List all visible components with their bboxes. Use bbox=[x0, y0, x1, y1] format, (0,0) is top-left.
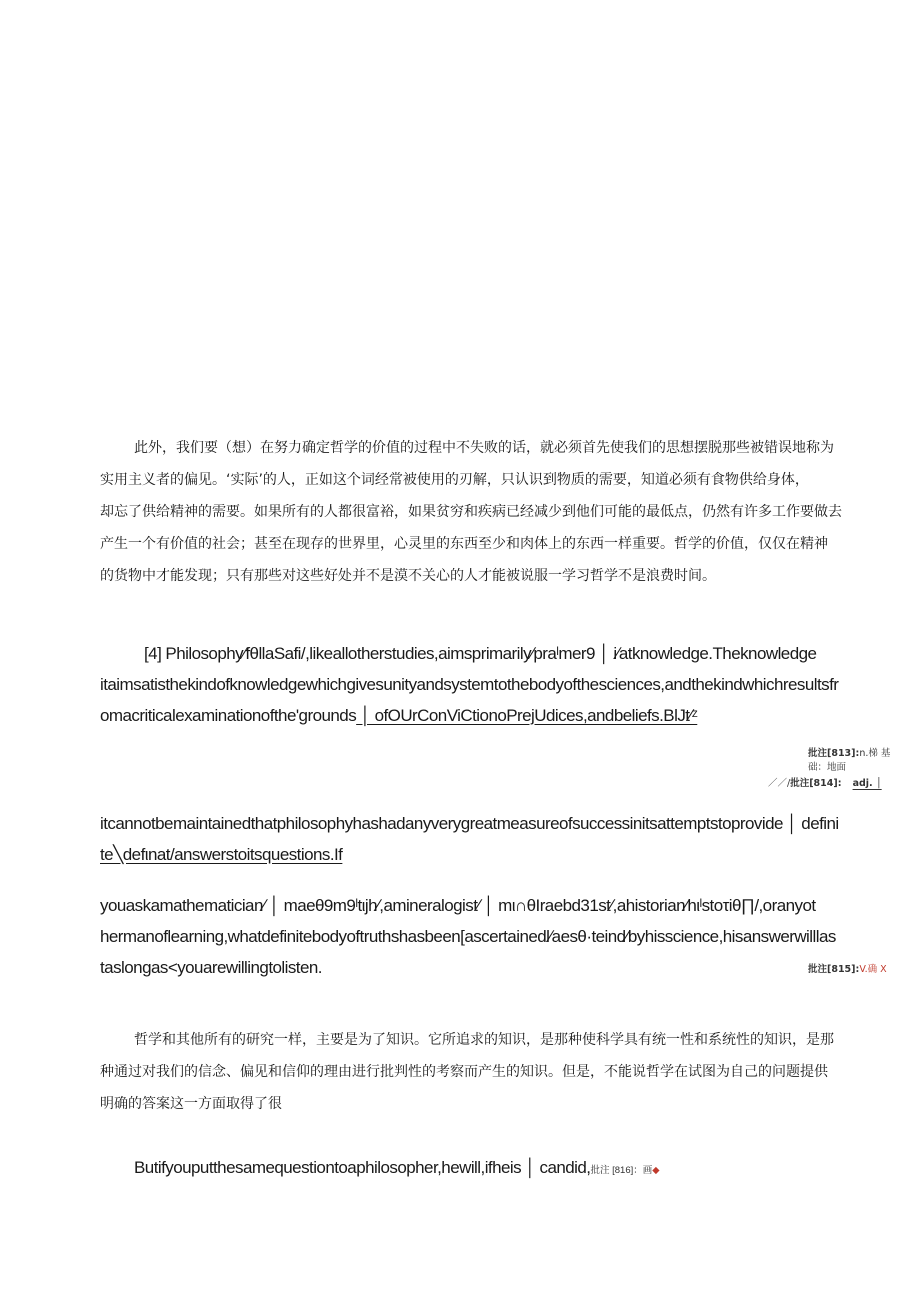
english-paragraph-4 bbox=[100, 638, 912, 731]
text-line: itaimsatisthekindofknowledgewhichgivesunityandsystemtothebodyofthesciences,andthekindwhichresultsfr bbox=[100, 675, 839, 694]
annotation-816 bbox=[590, 1165, 659, 1176]
text-segment: Butifyouputthesamequestiontoaphilosopher,hewill,ifheis │ candid, bbox=[134, 1158, 591, 1177]
text-line: 实用主义者的偏见。‘实际’的人，正如这个词经常被使用的刃解，只认识到物质的需要，知道必须有食物供给身体， bbox=[100, 472, 809, 488]
annotation-label: 批注[815]: bbox=[808, 964, 860, 975]
text-line: taslongas<youarewillingtolisten. bbox=[100, 958, 322, 977]
underlined-phrase: te╲defιnat/answerstoitsquestions.If bbox=[100, 845, 343, 864]
english-paragraph-last bbox=[100, 1152, 912, 1186]
english-paragraph-question bbox=[100, 890, 912, 983]
text-line: itcannotbemaintainedthatphilosophyhashadanyverygreatmeasureofsuccessinitsattemptstoprovide │ defini bbox=[100, 814, 839, 833]
annotation-label: 批注[814]: bbox=[790, 778, 842, 789]
text-line: 明确的答案这一方面取得了很 bbox=[100, 1096, 282, 1112]
annotation-813 bbox=[808, 747, 890, 775]
text-line: 产生一个有价值的社会；甚至在现存的世界里，心灵里的东西至少和肉体上的东西一样重要。哲学的价值，仅仅在精神 bbox=[100, 536, 828, 552]
chinese-paragraph-2 bbox=[100, 1024, 912, 1120]
underlined-phrase: │ ofOUrConViCtionoPrejUdices,andbeliefs.BlJt∕ᶻ bbox=[356, 706, 698, 725]
text-line: 哲学和其他所有的研究一样，主要是为了知识。它所追求的知识，是那种使科学具有统一性和系统性的知识，是那 bbox=[134, 1032, 834, 1048]
text-line: youaskamathematician∕ │ maeθ9m9ˡtιjh∕,amineralogist∕ │ mι∩θIraebd31st∕,ahistorian∕hιˡstoτiθ∏/,oranyot bbox=[100, 896, 816, 915]
annotation-text: adj. │ bbox=[852, 778, 882, 789]
annotation-line bbox=[808, 747, 890, 761]
text-line: 却忘了供给精神的需要。如果所有的人都很富裕，如果贫穷和疾病已经减少到他们可能的最低点，仍然有许多工作要做去 bbox=[100, 504, 842, 520]
text-line: 的货物中才能发现；只有那些对这些好处并不是漠不关心的人才能被说服一学习哲学不是浪费时间。 bbox=[100, 568, 716, 584]
text-line: [4] Philosophy∕fθllaSafi/,likeallotherstudies,aimsprimarily∕praˡmer9 │ i∕atknowledge.Theknowledge bbox=[144, 644, 817, 663]
text-line bbox=[100, 1152, 912, 1186]
annotation-connector: ／／∕ bbox=[768, 778, 791, 789]
annotation-text: [816]：画 bbox=[612, 1165, 653, 1176]
annotation-label: 批注[813]: bbox=[808, 748, 860, 759]
text-line: 种通过对我们的信念、偏见和信仰的理由进行批判性的考察而产生的知识。但是，不能说哲学在试图为自己的问题提供 bbox=[100, 1064, 828, 1080]
english-paragraph-continuation bbox=[100, 808, 912, 870]
text-line: hermanoflearning,whatdefinitebodyoftruthshasbeen[ascertainedl∕aesθ·teind∕byhisscience,hisanswerwilllas bbox=[100, 927, 836, 946]
annotation-814 bbox=[768, 777, 882, 791]
chinese-paragraph-1 bbox=[100, 432, 912, 592]
annotation-line bbox=[808, 761, 890, 775]
annotation-text: 础：地面 bbox=[808, 762, 847, 773]
text-line: 此外，我们要（想）在努力确定哲学的价值的过程中不失败的话，就必须首先使我们的思想摆脱那些被错误地称为 bbox=[134, 440, 834, 456]
text-line bbox=[100, 700, 912, 731]
text-segment: omacriticalexaminationofthe'grounds bbox=[100, 706, 357, 725]
annotation-815 bbox=[808, 963, 887, 977]
annotation-label: 批注 bbox=[590, 1165, 610, 1176]
annotation-text: V.确 X bbox=[859, 964, 887, 975]
annotation-marker: ◆ bbox=[652, 1165, 660, 1176]
annotation-text: n.梯 基 bbox=[859, 748, 891, 759]
